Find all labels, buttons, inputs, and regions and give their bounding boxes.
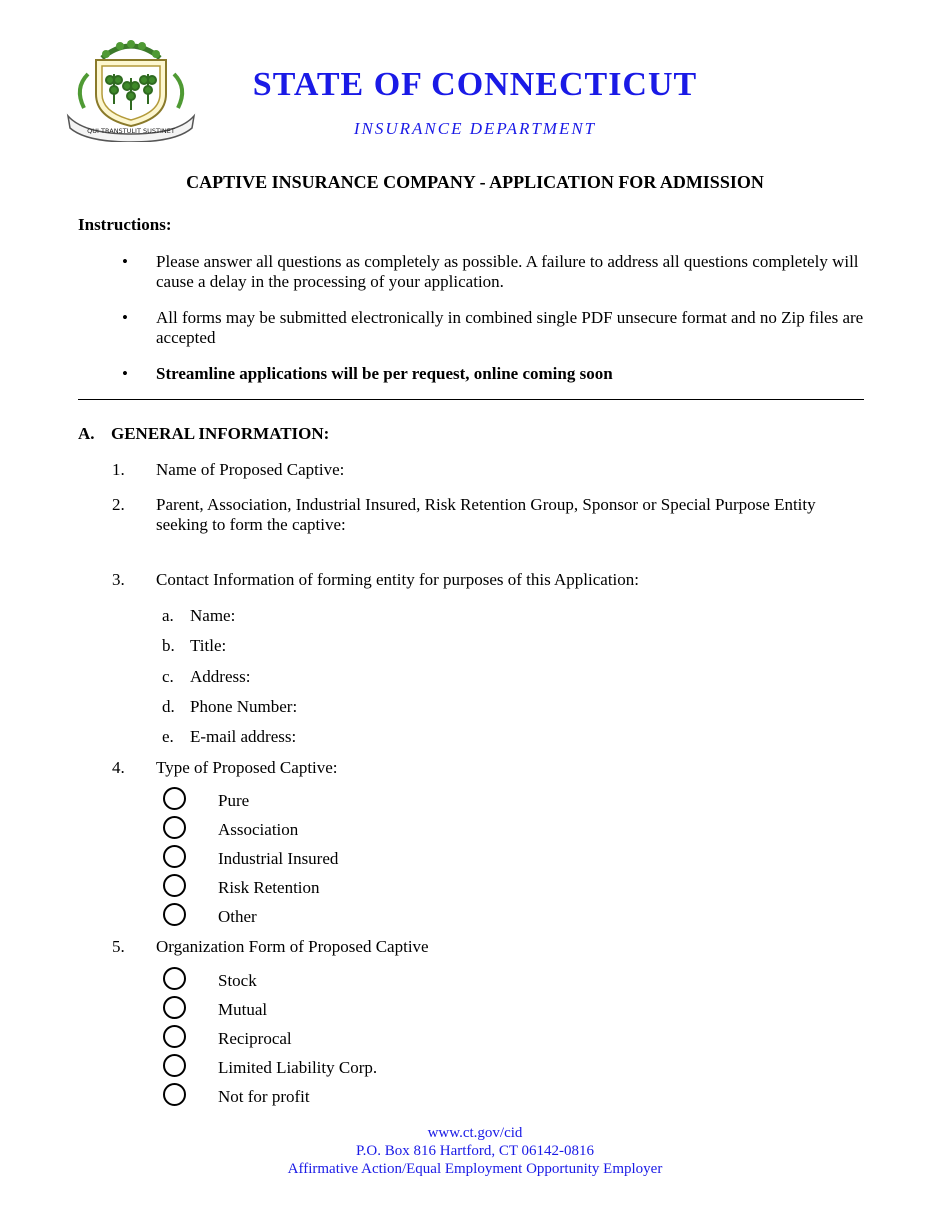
contact-email-label: E-mail address: xyxy=(190,727,297,746)
question-5-label: Organization Form of Proposed Captive xyxy=(156,937,429,956)
footer-eeo: Affirmative Action/Equal Employment Opportunity Employer xyxy=(287,1161,663,1177)
question-number: 1. xyxy=(112,460,125,479)
footer-website-link[interactable]: www.ct.gov/cid xyxy=(427,1125,523,1141)
option-label: Industrial Insured xyxy=(218,849,339,868)
radio-limited-liability-corp[interactable] xyxy=(163,1054,186,1077)
contact-address-label: Address: xyxy=(190,667,251,686)
option-label: Association xyxy=(218,820,299,839)
bullet-icon: • xyxy=(122,364,128,383)
question-4-label: Type of Proposed Captive: xyxy=(156,758,338,777)
option-label: Risk Retention xyxy=(218,878,320,897)
department-subtitle: INSURANCE DEPARTMENT xyxy=(353,119,597,138)
option-label: Pure xyxy=(218,791,250,810)
sub-item-letter: d. xyxy=(162,697,175,716)
contact-name-label: Name: xyxy=(190,606,236,625)
footer-address: P.O. Box 816 Hartford, CT 06142-0816 xyxy=(355,1143,595,1159)
section-title: GENERAL INFORMATION: xyxy=(111,424,330,443)
option-label: Other xyxy=(218,907,257,926)
instruction-item-3: Streamline applications will be per request, online coming soon xyxy=(156,364,613,383)
sub-item-letter: c. xyxy=(162,667,174,686)
radio-reciprocal[interactable] xyxy=(163,1025,186,1048)
radio-mutual[interactable] xyxy=(163,996,186,1019)
question-2-label: Parent, Association, Industrial Insured, Risk Retention Group, Sponsor or Special Purpose Entity seeking to form the captive: xyxy=(156,495,816,534)
page-title: STATE OF CONNECTICUT xyxy=(252,66,698,103)
option-label: Stock xyxy=(218,971,257,990)
option-label: Reciprocal xyxy=(218,1029,292,1048)
radio-not-for-profit[interactable] xyxy=(163,1083,186,1106)
question-number: 3. xyxy=(112,570,125,589)
sub-item-letter: e. xyxy=(162,727,174,746)
sub-item-letter: a. xyxy=(162,606,174,625)
option-label: Limited Liability Corp. xyxy=(218,1058,378,1077)
contact-title-label: Title: xyxy=(190,636,227,655)
section-letter: A. xyxy=(78,424,95,443)
instruction-item-1: Please answer all questions as completely as possible. A failure to address all questions completely will cause a delay in the processing of your application. xyxy=(156,252,859,291)
instructions-heading: Instructions: xyxy=(78,215,172,234)
radio-risk-retention[interactable] xyxy=(163,874,186,897)
form-title: CAPTIVE INSURANCE COMPANY - APPLICATION FOR ADMISSION xyxy=(186,172,764,192)
bullet-icon: • xyxy=(122,308,128,327)
radio-association[interactable] xyxy=(163,816,186,839)
question-number: 5. xyxy=(112,937,125,956)
svg-text:QUI TRANSTULIT SUSTINET: QUI TRANSTULIT SUSTINET xyxy=(87,127,175,135)
sub-item-letter: b. xyxy=(162,636,175,655)
bullet-icon: • xyxy=(122,252,128,271)
radio-pure[interactable] xyxy=(163,787,186,810)
radio-stock[interactable] xyxy=(163,967,186,990)
question-number: 2. xyxy=(112,495,125,514)
instruction-item-2: All forms may be submitted electronically in combined single PDF unsecure format and no Zip files are accepted xyxy=(156,308,864,347)
question-3-label: Contact Information of forming entity for purposes of this Application: xyxy=(156,570,639,589)
divider xyxy=(78,399,864,400)
radio-other[interactable] xyxy=(163,903,186,926)
option-label: Not for profit xyxy=(218,1087,310,1106)
option-label: Mutual xyxy=(218,1000,268,1019)
radio-industrial-insured[interactable] xyxy=(163,845,186,868)
question-1-label: Name of Proposed Captive: xyxy=(156,460,345,479)
question-number: 4. xyxy=(112,758,125,777)
contact-phone-label: Phone Number: xyxy=(190,697,298,716)
